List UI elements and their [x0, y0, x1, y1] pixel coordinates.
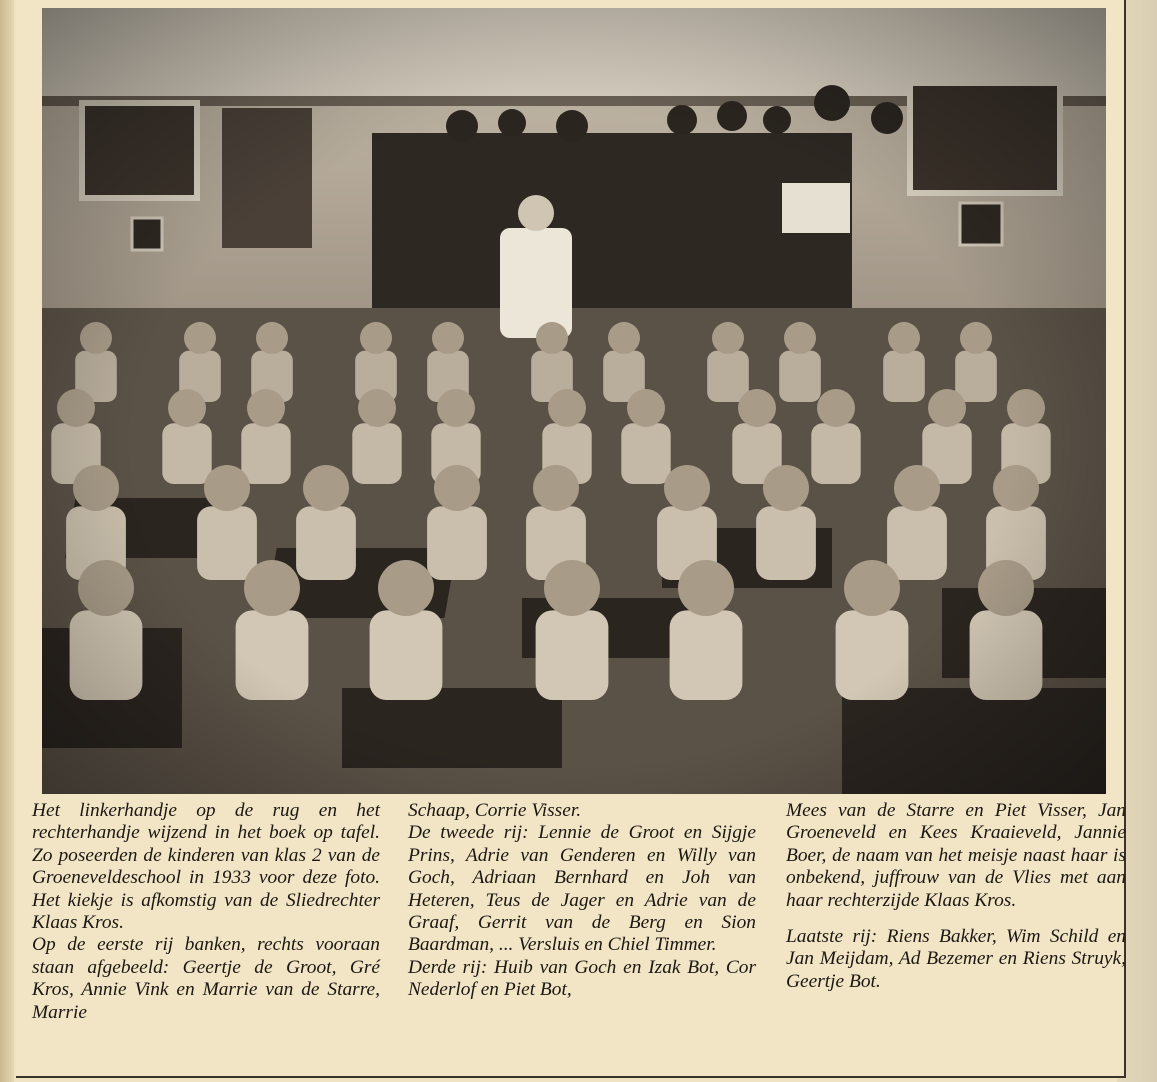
caption-paragraph: Schaap, Corrie Visser.: [408, 800, 582, 821]
caption-paragraph: Laatste rij: Riens Bakker, Wim Schild en Jan Meijdam, Ad Bezemer en Riens Struyk, Geertje Bot.: [786, 926, 1126, 992]
caption-column-1: [32, 800, 380, 1024]
caption-paragraph: Op de eerste rij banken, rechts vooraan staan afgebeeld: Geertje de Groot, Gré Kros, Annie Vink en Marrie van de Starre, Marrie: [32, 934, 380, 1023]
caption-paragraph: De tweede rij: Lennie de Groot en Sijgje Prins, Adrie van Genderen en Willy van Goch, Adriaan Bernhard en Joh van Heteren, Teus de Jager en Adrie van de Graaf, Gerrit van de Berg en Sion Baardman, ... Versluis en Chiel Timmer.: [408, 822, 756, 956]
caption-paragraph: Het linkerhandje op de rug en het rechterhandje wijzend in het boek op tafel. Zo poseerden de kinderen van klas 2 van de Groeneveldeschool in 1933 voor deze foto. Het kiekje is afkomstig van de Sliedrechter Klaas Kros.: [32, 800, 380, 934]
caption-column-3: [786, 800, 1126, 993]
paper-edge: [0, 0, 14, 1082]
caption-paragraph: Derde rij: Huib van Goch en Izak Bot, Cor Nederlof en Piet Bot,: [408, 956, 756, 1001]
class-photo: [42, 8, 1106, 794]
paragraph-gap: [786, 912, 1126, 926]
caption-column-2: [408, 800, 756, 1002]
caption-paragraph: Mees van de Starre en Piet Visser, Jan Groeneveld en Kees Kraaieveld, Jannie Boer, de naam van het meisje naast haar is onbekend, juffrouw van de Vlies met aan haar rechterzijde Klaas Kros.: [786, 800, 1126, 911]
class-photo-illustration: [42, 8, 1106, 794]
